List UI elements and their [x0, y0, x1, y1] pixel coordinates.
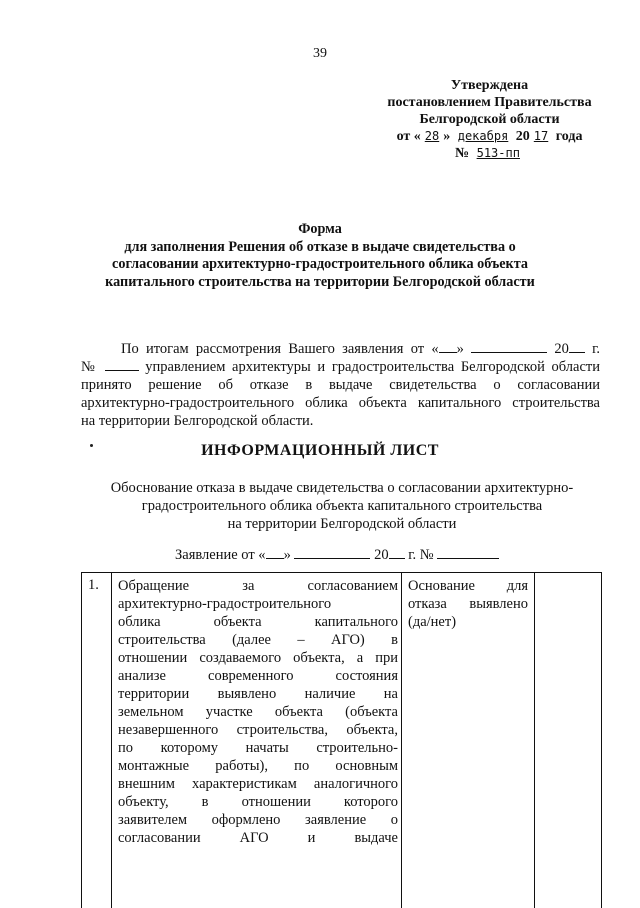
statement-day-blank	[266, 546, 284, 559]
description-line: согласовании АГО и выдаче	[118, 830, 398, 846]
description-line: монтажные работы), по основным	[118, 758, 398, 774]
approval-line-2: постановлением Правительства	[387, 95, 592, 110]
description-line: земельном участке объекта (объекта	[118, 704, 398, 720]
approval-number: № 513-пп	[372, 145, 607, 162]
table-row-number: 1.	[88, 577, 99, 593]
description-line: анализе современного состояния	[118, 668, 398, 684]
decision-paragraph	[81, 340, 600, 430]
form-title-line-3: согласовании архитектурно-градостроительного облика объекта	[112, 256, 528, 272]
description-line: незавершенного строительства, объекта,	[118, 722, 398, 738]
table-col-divider-2	[401, 573, 402, 908]
subtitle-line-3: на территории Белгородской области	[227, 516, 457, 532]
approval-block	[372, 77, 607, 162]
description-line: по которому начаты строительно-	[118, 740, 398, 756]
approval-date: от « 28 » декабря 20 17 года	[396, 129, 583, 144]
year-blank	[569, 340, 585, 353]
approval-day: 28	[424, 129, 440, 143]
month-blank	[471, 340, 547, 353]
description-line: отношении создаваемого объекта, а при	[118, 650, 398, 666]
subtitle-line-1: Обоснование отказа в выдаче свидетельства о согласовании архитектурно-	[110, 480, 574, 496]
form-title-line-4: капитального строительства на территории Белгородской области	[105, 273, 535, 290]
table-row-description	[118, 577, 398, 847]
approval-month: декабря	[457, 129, 509, 143]
page-number: 39	[313, 46, 327, 61]
day-blank	[439, 340, 457, 353]
form-title	[70, 221, 570, 291]
paragraph-line-3: принято решение об отказе в выдаче свидетельства о согласовании	[81, 377, 600, 393]
description-line: объекту, в отношении которого	[118, 794, 398, 810]
statement-month-blank	[294, 546, 370, 559]
form-title-line-2: для заполнения Решения об отказе в выдаче свидетельства о	[124, 238, 516, 255]
statement-year-blank	[389, 546, 405, 559]
approval-line-3: Белгородской области	[419, 112, 560, 127]
description-line: архитектурно-градостроительного	[118, 596, 332, 612]
info-sheet-title: ИНФОРМАЦИОННЫЙ ЛИСТ	[201, 442, 439, 459]
statement-line: Заявление от « » 20 г. №	[175, 546, 499, 564]
approval-line-1: Утверждена	[450, 78, 529, 93]
basis-line-2: отказа выявлено	[408, 596, 528, 612]
paragraph-line-2: № управлением архитектуры и градостроительства Белгородской области	[81, 359, 600, 375]
statement-number-blank	[437, 546, 499, 559]
description-line: внешним характеристикам аналогичного	[118, 776, 398, 792]
paragraph-line-4: архитектурно-градостроительного облика объекта капитального строительства	[81, 395, 600, 411]
description-line: строительства (далее – АГО) в	[118, 632, 398, 648]
paragraph-line-1: По итогам рассмотрения Вашего заявления от « » 20 г.	[121, 341, 601, 357]
description-line: Обращение за согласованием	[118, 578, 398, 594]
description-line: заявителем оформлено заявление о	[118, 812, 398, 828]
table-col-divider-1	[111, 573, 112, 908]
form-title-line-1: Форма	[298, 221, 342, 237]
description-line: территории выявлено наличие на	[118, 686, 398, 702]
approval-year: 17	[533, 129, 549, 143]
table-row-basis	[408, 577, 528, 631]
info-sheet-subtitle	[82, 479, 602, 533]
subtitle-line-2: градостроительного облика объекта капитального строительства	[141, 498, 543, 514]
table-empty-answer-cell[interactable]	[535, 573, 601, 908]
number-blank	[105, 358, 139, 371]
basis-line-3: (да/нет)	[408, 614, 457, 630]
basis-line-1: Основание для	[408, 578, 528, 594]
approval-number-value: 513-пп	[476, 146, 520, 160]
paragraph-line-5: на территории Белгородской области.	[81, 413, 314, 429]
refusal-table	[81, 572, 602, 908]
description-line: облика объекта капитального	[118, 614, 398, 630]
